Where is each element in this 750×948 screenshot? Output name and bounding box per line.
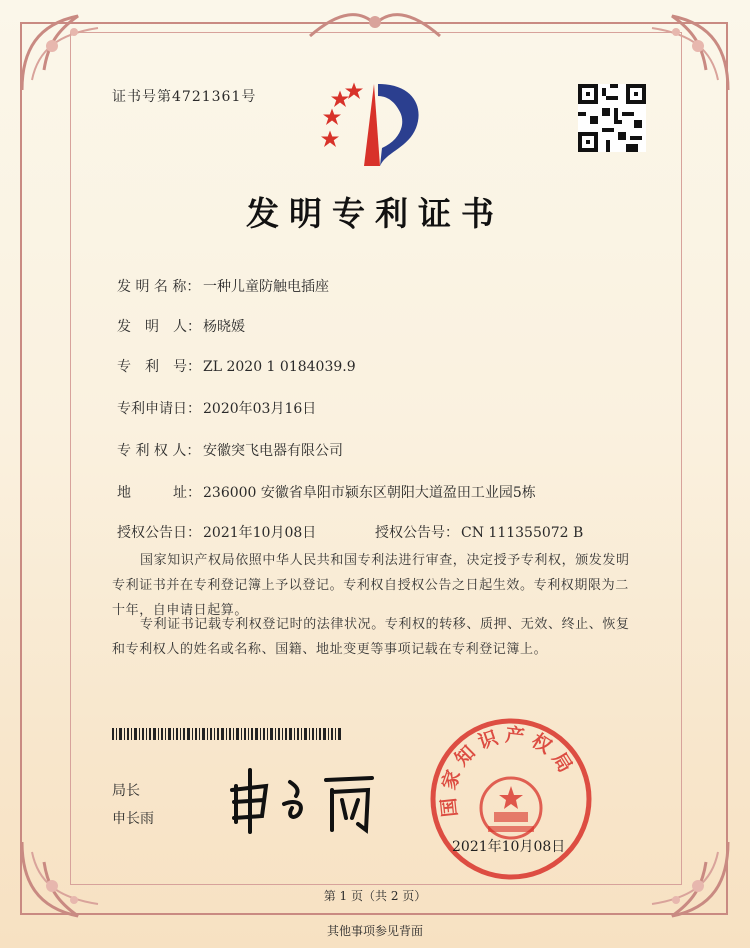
signatory-title: 局长 <box>112 783 140 799</box>
grant-date-label: 授权公告日： <box>117 525 201 541</box>
statement-paragraph-2: 专利证书记载专利权登记时的法律状况。专利权的转移、质押、无效、终止、恢复和专利权人的姓名或名称、国籍、地址变更等事项记载在专利登记簿上。 <box>112 617 630 657</box>
address-row <box>117 482 536 502</box>
invention-name-label: 发 明 名 称： <box>117 279 201 295</box>
seal-date: 2021年10月08日 <box>452 839 566 855</box>
patent-number: ZL 2020 1 0184039.9 <box>203 359 356 375</box>
grant-date: 2021年10月08日 <box>203 525 317 541</box>
footer-note: 其他事项参见背面 <box>326 924 423 938</box>
address: 236000 安徽省阜阳市颍东区朝阳大道盈田工业园5栋 <box>203 485 536 501</box>
qr-code-icon <box>578 84 646 152</box>
statement-paragraph-1: 国家知识产权局依照中华人民共和国专利法进行审查，决定授予专利权，颁发发明专利证书并在专利登记簿上予以登记。专利权自授权公告之日起生效。专利权期限为二十年，自申请日起算。 <box>112 553 630 618</box>
patent-number-label: 专 利 号： <box>117 359 201 375</box>
address-label: 地 址： <box>117 485 201 501</box>
seal-text: 国家知识产权局 <box>437 723 580 819</box>
page-number: 第 1 页（共 2 页） <box>323 889 427 903</box>
patentee-label: 专 利 权 人： <box>117 443 201 459</box>
invention-name-row <box>117 276 329 296</box>
cnipa-logo-icon <box>320 78 430 170</box>
invention-name: 一种儿童防触电插座 <box>203 279 329 295</box>
document-title: 发明专利证书 <box>246 194 504 233</box>
signatory-name: 申长雨 <box>112 811 154 827</box>
patentee-row <box>117 440 343 460</box>
inventor-row <box>117 316 245 336</box>
patentee: 安徽突飞电器有限公司 <box>203 443 343 459</box>
grant-number-row <box>375 522 583 542</box>
corner-ornament-icon <box>640 836 732 922</box>
filing-date-label: 专利申请日： <box>117 401 201 417</box>
certificate-number: 证书号第4721361号 <box>112 89 257 105</box>
grant-date-row <box>117 522 316 542</box>
official-seal-icon <box>428 716 594 882</box>
inventor-label: 发 明 人： <box>117 319 201 335</box>
barcode-icon <box>112 728 342 740</box>
top-flourish-icon <box>300 6 450 42</box>
grant-number-label: 授权公告号： <box>375 525 459 541</box>
filing-date: 2020年03月16日 <box>203 401 317 417</box>
corner-ornament-icon <box>640 10 732 96</box>
grant-number: CN 111355072 B <box>461 525 584 541</box>
patent-number-row <box>117 356 356 376</box>
corner-ornament-icon <box>18 836 110 922</box>
filing-date-row <box>117 398 316 418</box>
handwritten-signature-icon <box>222 760 392 840</box>
corner-ornament-icon <box>18 10 110 96</box>
inventor: 杨晓媛 <box>203 319 245 335</box>
